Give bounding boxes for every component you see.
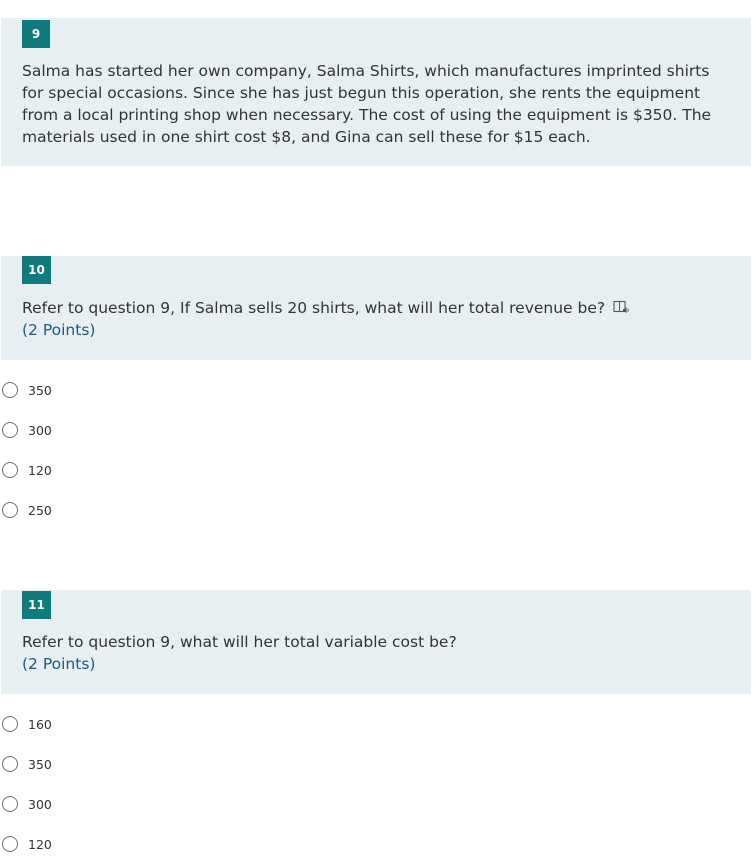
answer-option[interactable] (2, 714, 52, 734)
question-number-badge: 9 (22, 20, 50, 48)
radio-button[interactable] (2, 502, 18, 518)
question-points: (2 Points) (22, 655, 96, 673)
option-label: 160 (28, 716, 52, 732)
option-label: 300 (28, 796, 52, 812)
option-label: 120 (28, 836, 52, 852)
option-label: 350 (28, 382, 52, 398)
option-label: 300 (28, 422, 52, 438)
option-label: 250 (28, 502, 52, 518)
radio-button[interactable] (2, 716, 18, 732)
answer-option[interactable] (2, 754, 52, 774)
radio-button[interactable] (2, 836, 18, 852)
radio-button[interactable] (2, 382, 18, 398)
radio-button[interactable] (2, 462, 18, 478)
question-text: Salma has started her own company, Salma Shirts, which manufactures imprinted shirts for special occasions. Since she has just begun this operation, she rents the equipment from a local printing shop when necessary. The cost of using the equipment is $350. The materials used in one shirt cost $8, and Gina can sell these for $15 each. (22, 62, 712, 146)
answer-option[interactable] (2, 460, 52, 480)
immersive-reader-icon[interactable] (613, 299, 630, 314)
option-label: 120 (28, 462, 52, 478)
answer-option[interactable] (2, 834, 52, 854)
answer-option[interactable] (2, 380, 52, 400)
question-points: (2 Points) (22, 321, 96, 339)
question-text-content: Refer to question 9, If Salma sells 20 shirts, what will her total revenue be? (22, 299, 606, 317)
answer-option[interactable] (2, 500, 52, 520)
question-text (22, 297, 712, 319)
radio-button[interactable] (2, 756, 18, 772)
radio-button[interactable] (2, 796, 18, 812)
question-card-9 (1, 18, 751, 166)
question-number-badge: 11 (22, 591, 51, 619)
question-card-11 (1, 590, 751, 694)
question-number-badge: 10 (22, 256, 51, 284)
radio-button[interactable] (2, 422, 18, 438)
option-label: 350 (28, 756, 52, 772)
answer-option[interactable] (2, 420, 52, 440)
answer-option[interactable] (2, 794, 52, 814)
question-text: Refer to question 9, what will her total variable cost be? (22, 633, 457, 651)
question-card-10 (1, 256, 751, 360)
